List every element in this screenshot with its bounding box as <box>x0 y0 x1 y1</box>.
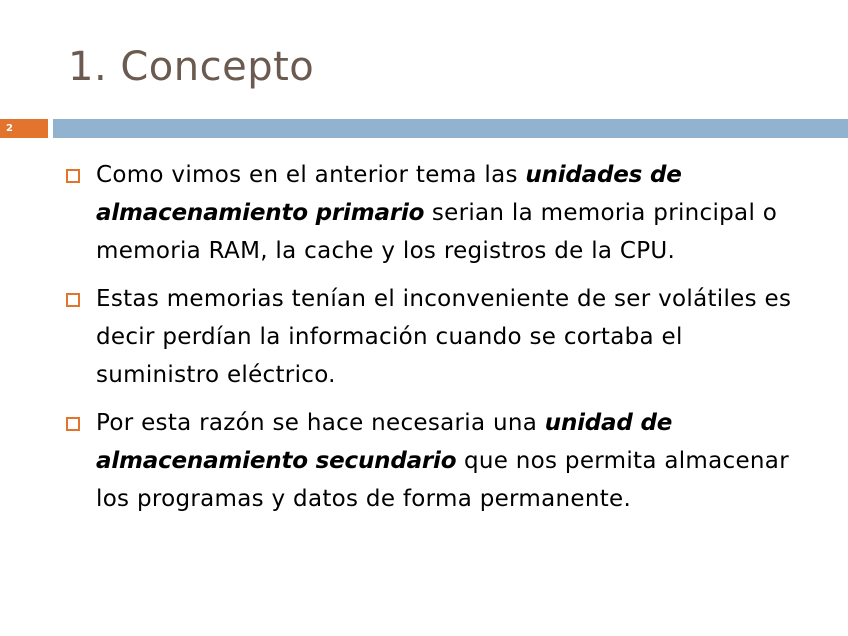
bullet-text <box>96 410 789 512</box>
title-divider-band <box>53 119 848 138</box>
bullet-emphasis: unidades de almacenamiento primario <box>96 162 682 226</box>
bullet-list <box>64 156 804 528</box>
bullet-item <box>64 280 804 394</box>
bullet-text <box>96 162 777 264</box>
slide-number: 2 <box>0 119 48 138</box>
slide-title: 1. Concepto <box>68 44 315 90</box>
square-outline-icon <box>66 293 80 307</box>
bullet-text-part: serian la memoria principal o memoria RAM, la cache y los registros de la CPU. <box>96 200 778 264</box>
bullet-text-part: Estas memorias tenían el inconveniente de ser volátiles es decir perdían la información cuando se cortaba el suministro eléctrico. <box>96 286 792 388</box>
bullet-item <box>64 156 804 270</box>
bullet-text <box>96 286 791 388</box>
bullet-text-part: Como vimos en el anterior tema las <box>96 162 526 188</box>
bullet-text-part: que nos permita almacenar los programas y datos de forma permanente. <box>96 448 789 512</box>
square-outline-icon <box>66 417 80 431</box>
square-outline-icon <box>66 169 80 183</box>
bullet-emphasis: unidad de almacenamiento secundario <box>96 410 673 474</box>
bullet-item <box>64 404 804 518</box>
bullet-text-part: Por esta razón se hace necesaria una <box>96 410 545 436</box>
